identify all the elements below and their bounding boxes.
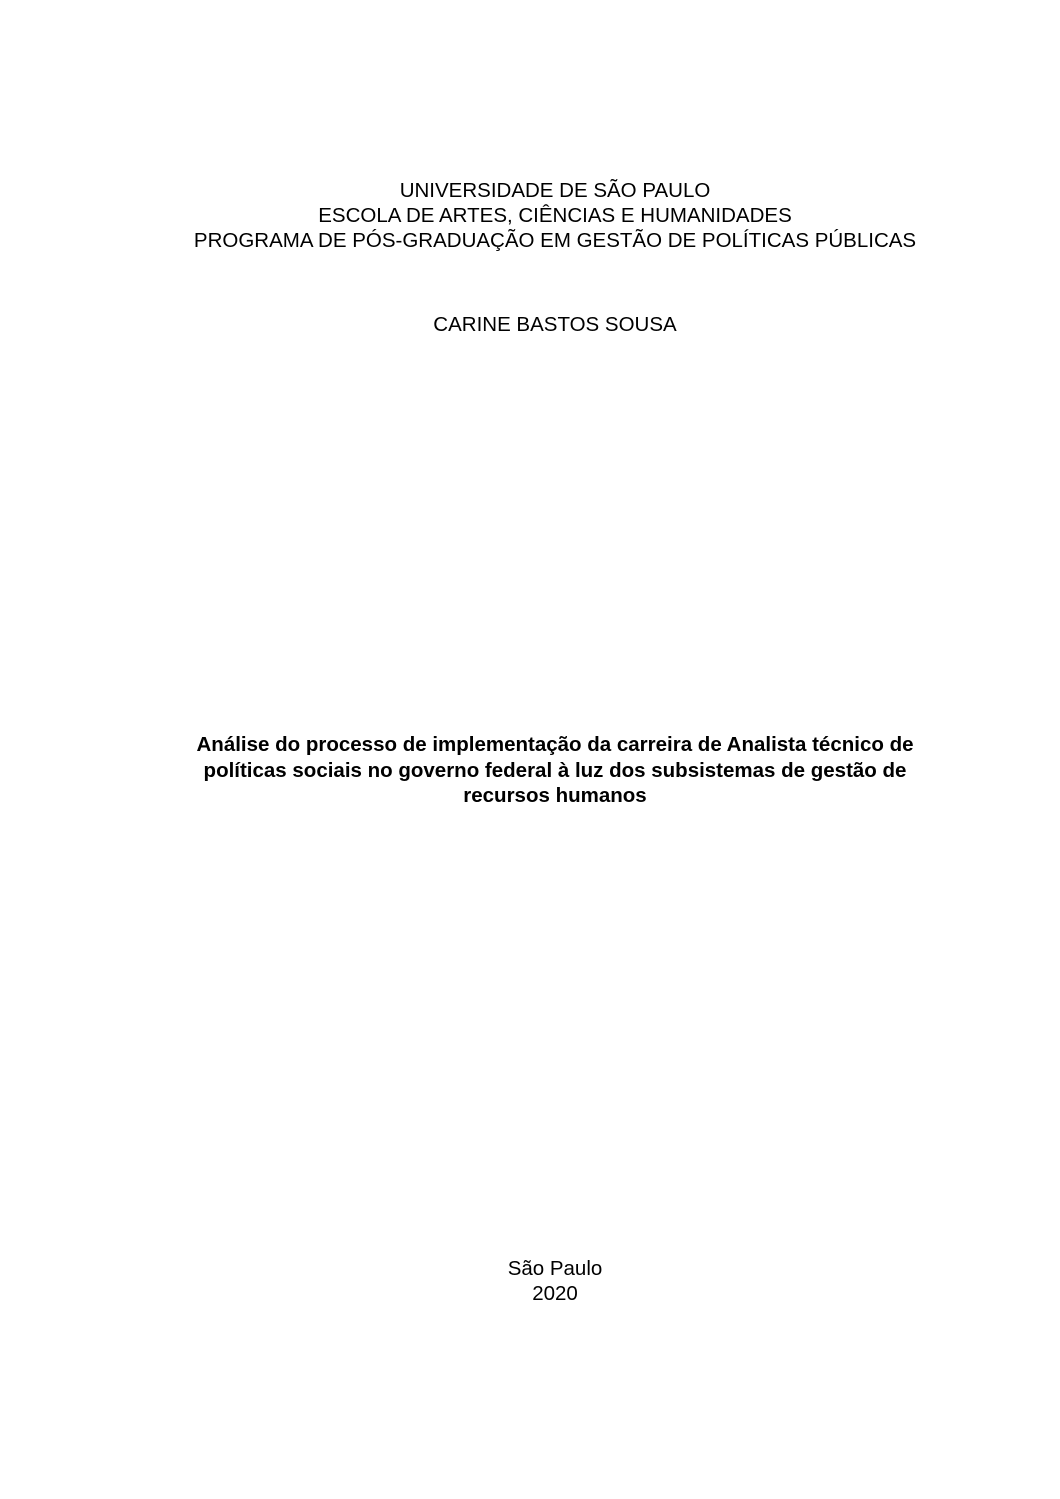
thesis-title-line-1: Análise do processo de implementação da carreira de Analista técnico de [196, 733, 914, 756]
program-name: PROGRAMA DE PÓS-GRADUAÇÃO EM GESTÃO DE POLÍTICAS PÚBLICAS [193, 229, 917, 252]
university-name: UNIVERSIDADE DE SÃO PAULO [399, 179, 711, 202]
institution-header [0, 178, 1060, 253]
year: 2020 [532, 1282, 578, 1305]
thesis-title [168, 732, 942, 809]
place-and-date [0, 1256, 1060, 1306]
school-name: ESCOLA DE ARTES, CIÊNCIAS E HUMANIDADES [318, 204, 792, 227]
city: São Paulo [507, 1257, 603, 1280]
thesis-title-line-2: políticas sociais no governo federal à luz dos subsistemas de gestão de [203, 758, 907, 782]
author-name: CARINE BASTOS SOUSA [433, 313, 677, 336]
thesis-title-line-3: recursos humanos [463, 784, 647, 807]
